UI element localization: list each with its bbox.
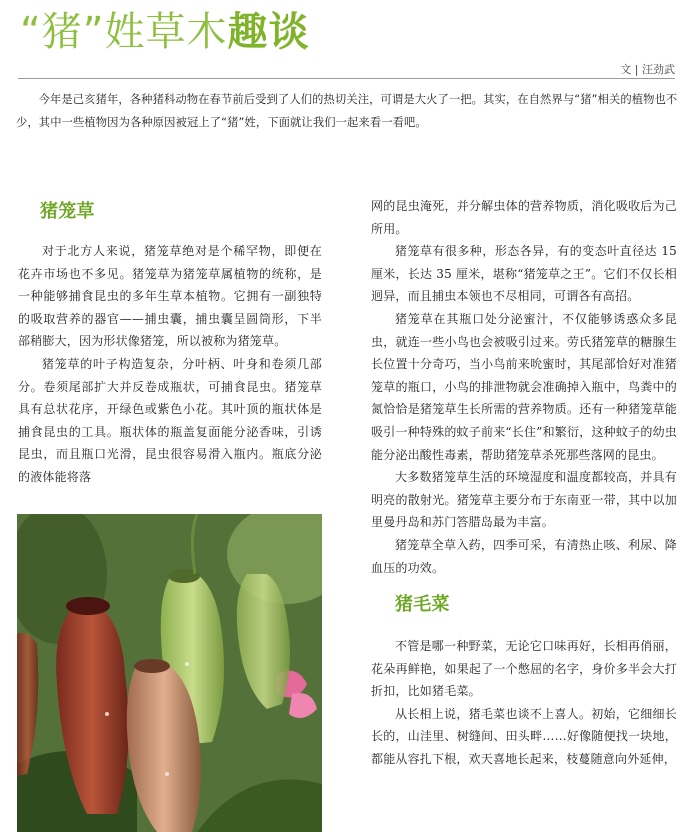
pitcher-plant-photo xyxy=(17,514,322,832)
body-paragraph: 猪笼草在其瓶口处分泌蜜汁，不仅能够诱惑众多昆虫，就连一些小鸟也会被吸引过来。劳氏猪笼草的糖腺生长位置十分奇巧，当小鸟前来吮蜜时，其尾部恰好对准猪笼草的瓶口，小鸟的排泄物就会准确掉入瓶中，鸟粪中的氮恰恰是猪笼草生长所需的营养物质。还有一种猪笼草能吸引一种特殊的蚊子前来“长住”和繁衍，这种蚊子的幼虫能分泌出酸性毒素，帮助猪笼草杀死那些落网的昆虫。 xyxy=(371,311,677,462)
pitcher-plant-illustration xyxy=(17,514,322,832)
article-title xyxy=(20,4,309,60)
body-paragraph: 从长相上说，猪毛菜也谈不上喜人。初始，它细细长长的，山洼里、树缝间、田头畔……好像随便找一块地，都能从容扎下根，欢天喜地长起来，枝蔓随意向外延伸， xyxy=(371,706,677,767)
right-column xyxy=(371,195,677,771)
byline: 文 | 汪劲武 xyxy=(620,63,675,76)
body-paragraph: 猪笼草的叶子构造复杂，分叶柄、叶身和卷须几部分。卷须尾部扩大并反卷成瓶状，可捕食昆虫。猪笼草具有总状花序，开绿色或紫色小花。其叶顶的瓶状体是捕食昆虫的工具。瓶状体的瓶盖复面能分泌香味，引诱昆虫，而且瓶口光滑，昆虫很容易滑入瓶内。瓶底分泌的液体能将落 xyxy=(18,356,322,484)
body-paragraph: 对于北方人来说，猪笼草绝对是个稀罕物，即便在花卉市场也不多见。猪笼草为猪笼草属植物的统称，是一种能够捕食昆虫的多年生草本植物。它拥有一副独特的吸取营养的器官——捕虫囊，捕虫囊呈圆筒形，下半部稍膨大，因为形状像猪笼，所以被称为猪笼草。 xyxy=(18,244,322,349)
body-paragraph: 不管是哪一种野菜，无论它口味再好，长相再俏丽，花朵再鲜艳，如果起了一个憋屈的名字，身价多半会大打折扣，比如猪毛菜。 xyxy=(371,639,677,699)
intro-section xyxy=(16,88,679,134)
body-paragraph: 网的昆虫淹死，并分解虫体的营养物质，消化吸收后为己所用。 xyxy=(371,199,677,236)
header-divider xyxy=(18,78,675,79)
section-heading-zhulongcao: 猪笼草 xyxy=(40,201,95,222)
intro-paragraph: 今年是己亥猪年，各种猪科动物在春节前后受到了人们的热切关注，可谓是大火了一把。其实，在自然界与“猪”相关的植物也不少，其中一些植物因为各种原因被冠上了“猪”姓，下面就让我们一起来看一看吧。 xyxy=(16,93,678,129)
body-paragraph: 大多数猪笼草生活的环境湿度和温度都较高，并具有明亮的散射光。猪笼草主要分布于东南亚一带，其中以加里曼丹岛和苏门答腊岛最为丰富。 xyxy=(371,470,677,530)
body-paragraph: 猪笼草有很多种，形态各异，有的变态叶直径达 15 厘米，长达 35 厘米，堪称“猪笼草之王”。它们不仅长相迥异，而且捕虫本领也不尽相同，可谓各有高招。 xyxy=(371,244,677,304)
section-heading-zhumaocai: 猪毛菜 xyxy=(395,594,450,616)
left-column xyxy=(18,198,322,489)
title-part-2: 趣谈 xyxy=(227,9,310,55)
body-paragraph: 猪笼草全草入药，四季可采，有清热止咳、利尿、降血压的功效。 xyxy=(371,537,677,575)
title-part-1: “猪”姓草木 xyxy=(20,9,228,55)
